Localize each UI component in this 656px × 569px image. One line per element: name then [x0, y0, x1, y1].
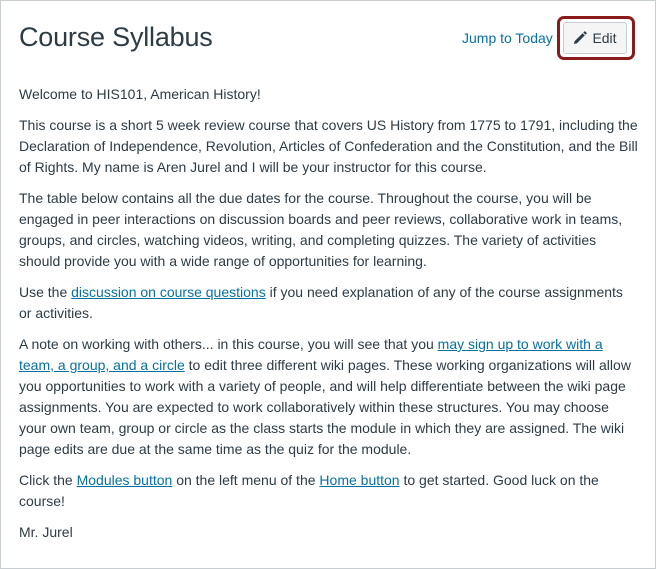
start-text-mid: on the left menu of the: [172, 472, 320, 488]
pencil-icon: [573, 31, 587, 45]
start-text-post: to get started. Good luck on the course!: [19, 472, 599, 509]
edit-button-label: Edit: [592, 30, 617, 46]
edit-button[interactable]: [563, 22, 627, 54]
syllabus-body: [19, 84, 639, 553]
table-note-paragraph: The table below contains all the due dates for the course. Throughout the course, you will be engaged in peer interactions on discussion boards and peer reviews, collaborative work in teams, groups, and circles, watching videos, writing, and completing quizzes. The variety of activities should provide you with a wide range of opportunities for learning.: [19, 190, 623, 269]
page-title: Course Syllabus: [19, 22, 213, 52]
questions-text-pre: Use the: [19, 284, 72, 300]
start-text-pre: Click the: [19, 472, 77, 488]
jump-to-today-link[interactable]: Jump to Today: [462, 30, 553, 46]
signup-link[interactable]: may sign up to work with a team, a group, and a circle: [19, 336, 603, 373]
collaboration-text-post: to edit three different wiki pages. These working organizations will allow you opportunities to work with a variety of people, and will help differentiate between the wiki page assignments. You are expected to work collaboratively within these structures. You may choose your own team, group or circle as the class starts the module in which they are assigned. The wiki page edits are due at the same time as the quiz for the module.: [19, 357, 631, 457]
discussion-link[interactable]: discussion on course questions: [71, 284, 266, 300]
questions-text-post: if you need explanation of any of the course assignments or activities.: [19, 284, 623, 321]
questions-paragraph: [19, 282, 639, 324]
collaboration-paragraph: [19, 334, 639, 460]
collaboration-text-pre: A note on working with others... in this course, you will see that you: [19, 336, 438, 352]
home-link[interactable]: Home button: [319, 472, 400, 488]
modules-link[interactable]: Modules button: [76, 472, 173, 488]
signature: Mr. Jurel: [19, 524, 73, 540]
intro-paragraph: This course is a short 5 week review course that covers US History from 1775 to 1791, including the Declaration of Independence, Revolution, Articles of Confederation and the Constitution, and the Bill of Rights. My name is Aren Jurel and I will be your instructor for this course.: [19, 117, 638, 175]
start-paragraph: [19, 470, 639, 512]
welcome-paragraph: Welcome to HIS101, American History!: [19, 86, 261, 102]
